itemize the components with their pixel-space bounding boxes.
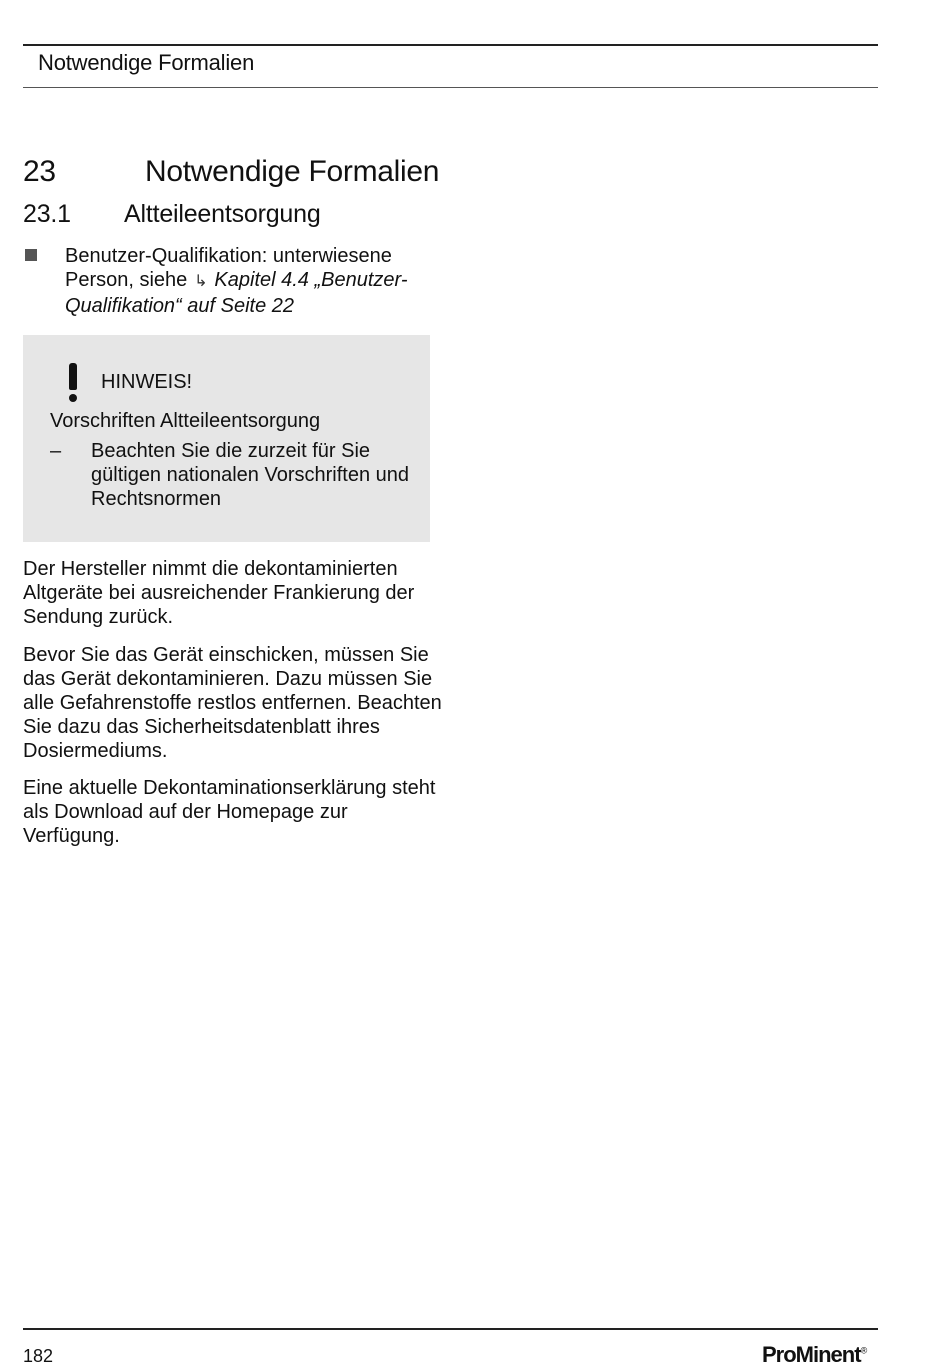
exclamation-icon (68, 363, 78, 403)
qualification-text (65, 244, 445, 318)
chapter-reference-link[interactable]: Kapitel 4.4 „Benutzer-Qualifikation“ auf Seite 22 (65, 269, 408, 317)
notice-dash: – (50, 440, 62, 462)
notice-text: Beachten Sie die zurzeit für Sie gültigen nationalen Vorschriften und Rechtsnormen (91, 440, 410, 510)
page-number: 182 (23, 1346, 54, 1366)
registered-mark: ® (860, 1345, 868, 1356)
chapter-number: 23 (23, 155, 56, 188)
brand-logo (762, 1342, 867, 1368)
header-top-rule (23, 44, 878, 46)
notice-title: Vorschriften Altteileentsorgung (50, 410, 321, 432)
paragraph-return: Der Hersteller nimmt die dekontaminierten Altgeräte bei ausreichender Frankierung der Sendung zurück. (23, 558, 415, 628)
footer-rule (23, 1328, 878, 1330)
qualification-description: unterwiesene Person, siehe (65, 245, 392, 291)
running-header: Notwendige Formalien (38, 50, 255, 75)
section-number: 23.1 (23, 200, 71, 228)
notice-label: HINWEIS! (101, 371, 193, 393)
chapter-title: Notwendige Formalien (145, 155, 440, 188)
brand-name: ProMinent (762, 1342, 861, 1367)
section-title: Altteileentsorgung (124, 200, 321, 228)
notice-box (23, 335, 430, 542)
paragraph-decontamination: Bevor Sie das Gerät einschicken, müssen Sie das Gerät dekontaminieren. Dazu müssen Sie alle Gefahrenstoffe restlos entfernen. Beachten Sie dazu das Sicherheitsdatenblatt ihres Dosiermediums. (23, 644, 442, 762)
paragraph-download: Eine aktuelle Dekontaminationserklärung steht als Download auf der Homepage zur Verfügung. (23, 777, 436, 847)
qualification-label: Benutzer-Qualifikation: (65, 245, 268, 267)
arrow-hook-icon: ↳ (194, 273, 208, 290)
header-bottom-rule (23, 87, 878, 88)
square-bullet-icon (25, 249, 37, 261)
